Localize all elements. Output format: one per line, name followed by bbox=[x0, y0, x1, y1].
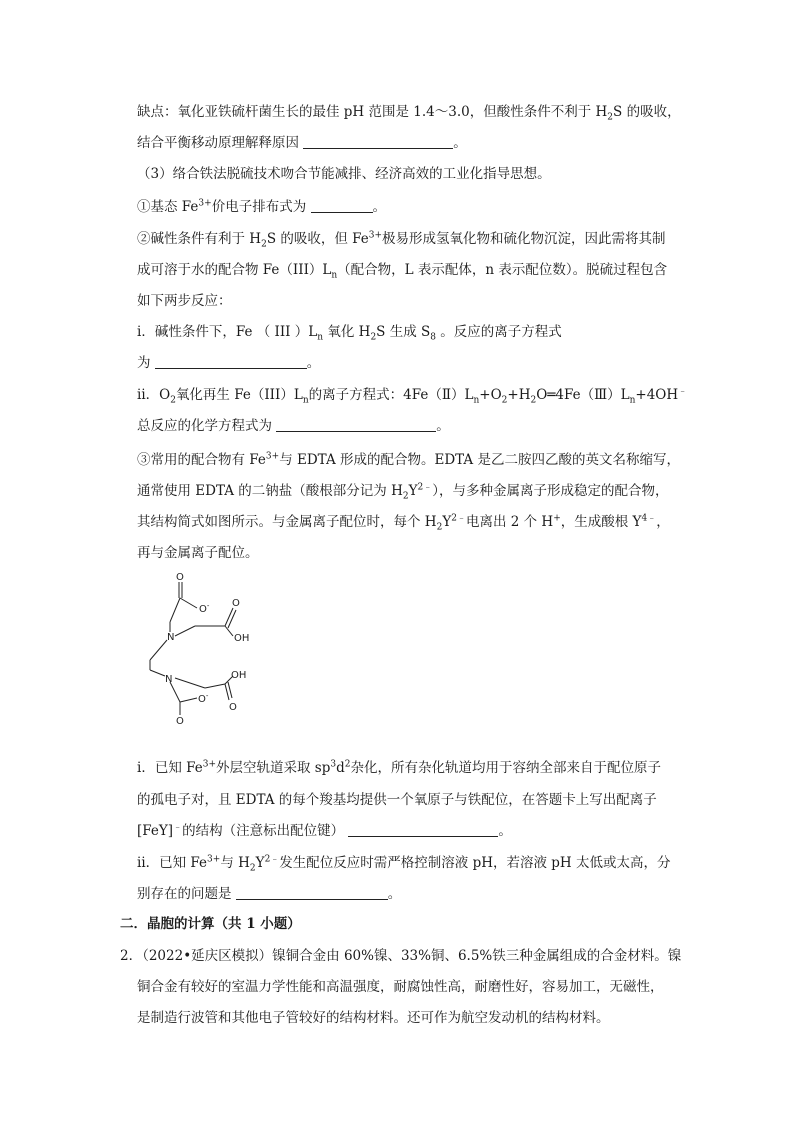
atom-o-minus: O- bbox=[198, 692, 209, 705]
paragraph-q3-3-i-cont: 的孤电子对，且 EDTA 的每个羧基均提供一个氧原子与铁配位，在答题卡上写出配离子 bbox=[137, 792, 657, 808]
bond bbox=[228, 610, 236, 628]
bond bbox=[225, 626, 233, 636]
bond bbox=[170, 682, 180, 702]
bond bbox=[228, 682, 232, 698]
paragraph-q3-3-i: ⅰ．已知 $Fe^{3+}$外层空轨道采取 $sp^3d^2$杂化，所有杂化轨道均用于容纳全部来自于配位原子 bbox=[137, 759, 662, 776]
paragraph-two-steps: 如下两步反应： bbox=[137, 293, 232, 309]
atom-oh: OH bbox=[234, 633, 250, 644]
bond bbox=[225, 684, 229, 700]
atom-o: O bbox=[232, 598, 240, 609]
paragraph-q3-3-i-answer: [FeY]﹣的结构（注意标出配位键） 。 bbox=[137, 822, 512, 839]
answer-blank[interactable] bbox=[303, 134, 453, 149]
paragraph-q3-3: ③常用的配合物有 $Fe^{3+}$与 EDTA 形成的配合物。EDTA 是乙二胺四乙酸的英文名称缩写， bbox=[137, 451, 680, 468]
bond bbox=[180, 698, 197, 702]
bond bbox=[175, 678, 205, 688]
atom-o-minus: O- bbox=[199, 602, 210, 615]
bond bbox=[150, 640, 167, 660]
paragraph-q3-3-ii-answer: 别存在的问题是 。 bbox=[137, 886, 402, 902]
paragraph-total-reaction: 总反应的化学方程式为 。 bbox=[137, 418, 450, 434]
bond bbox=[175, 626, 195, 636]
paragraph-subquestion-3: （3）络合铁法脱硫技术吻合节能减排、经济高效的工业化指导思想。 bbox=[137, 166, 551, 182]
atom-oh: OH bbox=[231, 670, 247, 681]
paragraph-q3-3-cont1: 通常使用 EDTA 的二钠盐（酸根部分记为 $H_2Y^{2﹣}$），与多种金属离子形成稳定的配合物， bbox=[137, 482, 669, 502]
paragraph-q3-3-cont2: 其结构简式如图所示。与金属离子配位时，每个 $H_2Y^{2﹣}$电离出 2 个 H+，生成酸根 $Y^{4﹣}$， bbox=[137, 513, 670, 533]
paragraph-drawback: 缺点：氧化亚铁硫杆菌生长的最佳 pH 范围是 1.4～3.0，但酸性条件不利于 $H_2S$ 的吸收， bbox=[137, 104, 681, 123]
paragraph-q3-3-ii: ⅱ．已知 $Fe^{3+}$与 $H_2Y^{2﹣}$发生配位反应时需严格控制溶液 pH，若溶液 pH 太低或太高，分 bbox=[137, 854, 671, 874]
answer-blank[interactable] bbox=[348, 822, 498, 837]
question-2-line3: 是制造行波管和其他电子管较好的结构材料。还可作为航空发动机的结构材料。 bbox=[137, 1010, 610, 1026]
edta-structure-diagram bbox=[145, 570, 265, 730]
bond bbox=[225, 608, 233, 626]
section-title: 二．晶胞的计算（共 1 小题） bbox=[120, 916, 301, 932]
paragraph-q3-1: ①基态 $Fe^{3+}$价电子排布式为 。 bbox=[137, 198, 386, 215]
paragraph-step-i: ⅰ．碱性条件下，Fe （ III ）$L_n$ 氧化 $H_2S$ 生成 $S_8$ 。反应的离子方程式 bbox=[137, 324, 562, 343]
paragraph-step-ii: ⅱ．$O_2$氧化再生 $Fe(III)L_n$的离子方程式：$4Fe(Ⅱ)L_n+O_2+H_2O═4Fe(Ⅲ)L_n+4OH^﹣$ bbox=[137, 386, 688, 406]
atom-o: O bbox=[176, 572, 184, 583]
answer-blank[interactable] bbox=[155, 354, 307, 369]
paragraph-q3-3-cont3: 再与金属离子配位。 bbox=[137, 545, 259, 561]
bond bbox=[170, 598, 180, 622]
answer-blank[interactable] bbox=[236, 885, 388, 900]
question-2-line2: 铜合金有较好的室温力学性能和高温强度，耐腐蚀性高，耐磨性好，容易加工，无磁性， bbox=[137, 979, 664, 995]
paragraph-q3-2-cont: 成可溶于水的配合物 $Fe(III)L_n$（配合物，L 表示配体，n 表示配位数）。脱硫过程包含 bbox=[137, 262, 668, 281]
answer-blank[interactable] bbox=[276, 417, 436, 432]
atom-n: N bbox=[167, 632, 175, 643]
paragraph-reason: 结合平衡移动原理解释原因 。 bbox=[137, 135, 467, 151]
atom-o: O bbox=[176, 716, 184, 727]
bond bbox=[205, 684, 225, 688]
answer-blank[interactable] bbox=[311, 198, 373, 213]
paragraph-q3-2: ②碱性条件有利于 $H_2S$ 的吸收，但 $Fe^{3+}$极易形成氢氧化物和硫化物沉淀，因此需将其制 bbox=[137, 230, 666, 250]
bond bbox=[180, 598, 197, 608]
bond bbox=[150, 670, 165, 676]
question-2-line1: 2．（2022•延庆区模拟）镍铜合金由 60%镍、33%铜、6.5%铁三种金属组成的合金材料。镍 bbox=[120, 948, 682, 964]
paragraph-step-i-answer: 为 。 bbox=[137, 355, 321, 371]
atom-n: N bbox=[165, 674, 173, 685]
atom-o: O bbox=[229, 702, 237, 713]
